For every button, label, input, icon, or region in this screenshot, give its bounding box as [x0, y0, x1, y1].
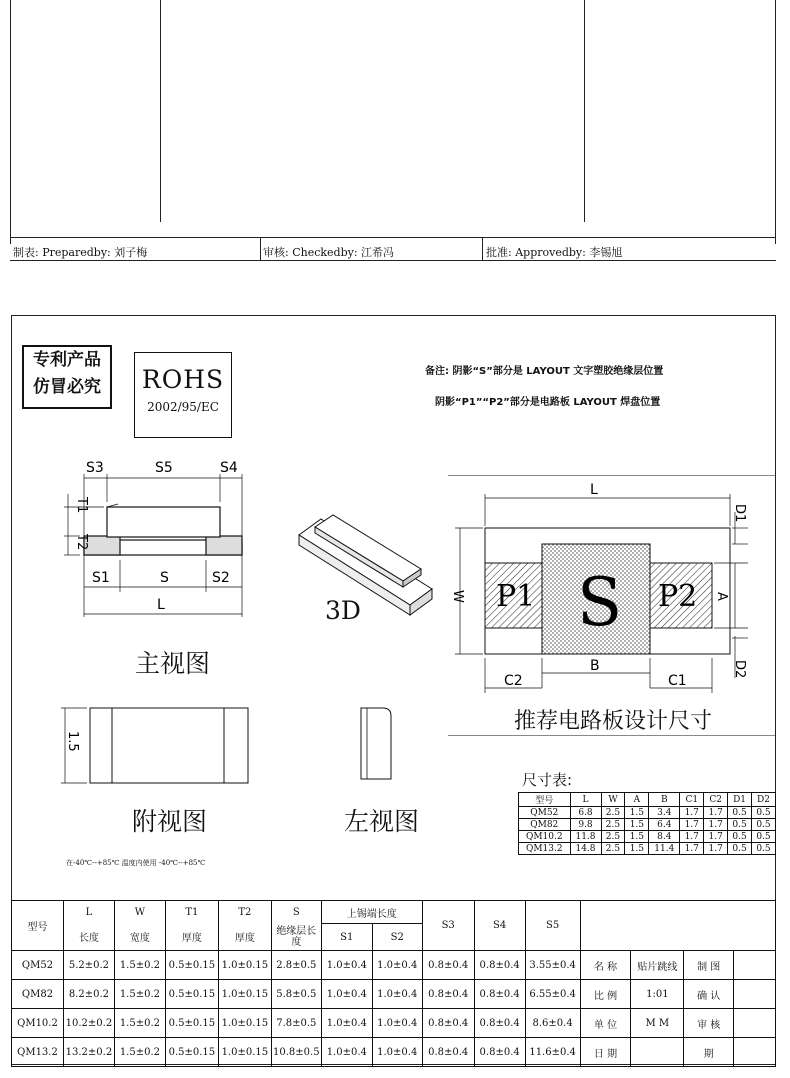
spec-table-cell: 1.0±0.15: [218, 980, 271, 1009]
h-s1: S1: [321, 924, 372, 951]
dim-header-cell: D1: [728, 793, 752, 807]
h-s3: S3: [422, 901, 474, 951]
dim-table-cell: 1.7: [680, 819, 704, 831]
dim-table-row: [519, 819, 776, 831]
spec-table-cell: 0.5±0.15: [165, 980, 218, 1009]
spec-table-cell: 1.0±0.4: [321, 1009, 372, 1038]
spec-table-cell: 10.8±0.5: [271, 1038, 321, 1067]
h-s2: S2: [372, 924, 422, 951]
spec-table-cell: 0.5±0.15: [165, 951, 218, 980]
dim-table-cell: 1.7: [704, 831, 728, 843]
front-view-drawing: [60, 452, 260, 627]
pcb-caption: 推荐电路板设计尺寸: [514, 709, 713, 734]
dim-table-cell: 0.5: [728, 819, 752, 831]
pcb-label-p2: P2: [658, 579, 698, 614]
spec-table-cell: 1.0±0.15: [218, 951, 271, 980]
aux-view-caption: 附视图: [132, 807, 208, 836]
dim-table-cell: QM10.2: [519, 831, 571, 843]
spec-table-cell: [734, 951, 776, 980]
patent-line2: 仿冒必究: [33, 377, 101, 397]
dim-table-cell: 0.5: [728, 807, 752, 819]
note-line1: 备注: 阴影“S”部分是 LAYOUT 文字塑胶绝缘层位置: [425, 366, 664, 377]
dim-table-cell: 8.4: [649, 831, 680, 843]
dim-table-row: [519, 843, 776, 855]
h-tin-length: 上锡端长度: [321, 901, 422, 924]
spec-table-cell: 1.0±0.15: [218, 1009, 271, 1038]
spec-table-cell: 0.8±0.4: [474, 1038, 525, 1067]
spec-table-cell: 0.8±0.4: [422, 1038, 474, 1067]
spec-table-cell: [631, 1038, 684, 1067]
spec-table-cell: QM52: [12, 951, 64, 980]
spec-table-cell: 期: [684, 1038, 734, 1067]
label-s: S: [160, 570, 169, 586]
dim-table-cell: 1.7: [680, 831, 704, 843]
spec-table-cell: 0.5±0.15: [165, 1009, 218, 1038]
dim-header-cell: C1: [680, 793, 704, 807]
spec-table-cell: 贴片跳线: [631, 951, 684, 980]
spec-table-row: [12, 951, 776, 980]
dim-table-cell: 1.7: [704, 843, 728, 855]
spec-table-cell: M M: [631, 1009, 684, 1038]
dim-table-cell: 0.5: [752, 843, 776, 855]
label-s4: S4: [220, 460, 238, 476]
spec-table-cell: 2.8±0.5: [271, 951, 321, 980]
spec-table-cell: 7.8±0.5: [271, 1009, 321, 1038]
rohs-code: 2002/95/EC: [147, 400, 219, 414]
spec-table-cell: 11.6±0.4: [525, 1038, 580, 1067]
h-t1-cn: 厚度: [165, 924, 218, 951]
dim-table-cell: 11.8: [570, 831, 601, 843]
spec-table-cell: 1.0±0.4: [321, 1038, 372, 1067]
pcb-label-p1: P1: [496, 579, 536, 614]
rohs-stamp: [134, 352, 232, 438]
dim-table-cell: QM52: [519, 807, 571, 819]
spec-table-cell: 1.0±0.4: [321, 980, 372, 1009]
pcb-label-a: A: [714, 592, 729, 601]
spec-table-cell: 10.2±0.2: [63, 1009, 114, 1038]
divider-line: [448, 735, 775, 736]
dim-table-cell: 1.5: [625, 819, 649, 831]
3d-view-drawing: [295, 505, 445, 625]
h-s: S: [271, 901, 321, 924]
note-line2: 阴影“P1”“P2”部分是电路板 LAYOUT 焊盘位置: [435, 397, 661, 408]
spec-table-cell: 日 期: [580, 1038, 631, 1067]
dim-header-cell: C2: [704, 793, 728, 807]
dim-table-cell: 1.7: [680, 843, 704, 855]
spec-table-cell: 8.6±0.4: [525, 1009, 580, 1038]
dim-table-title: 尺寸表:: [522, 771, 573, 789]
spec-table-cell: 13.2±0.2: [63, 1038, 114, 1067]
divider-line: [448, 475, 775, 476]
dim-table-cell: 11.4: [649, 843, 680, 855]
label-s5: S5: [155, 460, 173, 476]
spec-table-cell: 6.55±0.4: [525, 980, 580, 1009]
dim-table-cell: 0.5: [752, 807, 776, 819]
dim-table-cell: 2.5: [601, 843, 625, 855]
dim-table-cell: 0.5: [728, 831, 752, 843]
spec-table-cell: 1.5±0.2: [114, 951, 165, 980]
dim-table-cell: QM13.2: [519, 843, 571, 855]
spec-table-cell: 比 例: [580, 980, 631, 1009]
h-w: W: [114, 901, 165, 924]
spec-table-cell: 1.0±0.15: [218, 1038, 271, 1067]
spec-table-cell: 1.5±0.2: [114, 1009, 165, 1038]
spec-table-cell: 5.8±0.5: [271, 980, 321, 1009]
dim-header-cell: B: [649, 793, 680, 807]
dim-table-cell: 1.7: [704, 807, 728, 819]
h-l: L: [63, 901, 114, 924]
spec-table: [11, 900, 776, 1067]
prepared-by: 制表: Preparedby: 刘子梅: [13, 246, 148, 259]
h-l-cn: 长度: [63, 924, 114, 951]
approved-by: 批准: Approvedby: 李锡旭: [486, 246, 623, 259]
h-s4: S4: [474, 901, 525, 951]
pcb-label-d2: D2: [732, 660, 747, 679]
pcb-label-c1: C1: [668, 673, 687, 689]
pcb-label-b: B: [590, 658, 600, 674]
dim-table-cell: 2.5: [601, 831, 625, 843]
spec-table-cell: 0.8±0.4: [474, 1009, 525, 1038]
spec-table-cell: 1.0±0.4: [372, 1009, 422, 1038]
dim-table-cell: 1.7: [680, 807, 704, 819]
spec-table-cell: 审 核: [684, 1009, 734, 1038]
dim-table-cell: 0.5: [752, 831, 776, 843]
spec-table-cell: QM13.2: [12, 1038, 64, 1067]
spec-table-cell: 1:01: [631, 980, 684, 1009]
patent-line1: 专利产品: [33, 350, 101, 370]
label-s2: S2: [212, 570, 230, 586]
spec-table-cell: 5.2±0.2: [63, 951, 114, 980]
h-blank: [580, 901, 775, 951]
h-s-cn: 绝缘层长度: [271, 924, 321, 951]
spec-table-cell: 1.0±0.4: [372, 980, 422, 1009]
spec-table-cell: 3.55±0.4: [525, 951, 580, 980]
spec-table-cell: 0.8±0.4: [474, 980, 525, 1009]
spec-table-cell: [734, 1038, 776, 1067]
dim-table-cell: 6.8: [570, 807, 601, 819]
pcb-label-d1: D1: [732, 504, 747, 523]
spec-table-cell: 名 称: [580, 951, 631, 980]
spec-table-cell: 0.5±0.15: [165, 1038, 218, 1067]
h-t2: T2: [218, 901, 271, 924]
h-model: 型号: [12, 901, 64, 951]
left-view-drawing: [355, 703, 405, 783]
aux-view-drawing: [55, 703, 255, 788]
dim-table-cell: QM82: [519, 819, 571, 831]
dim-table-cell: 14.8: [570, 843, 601, 855]
dim-table-cell: 0.5: [752, 819, 776, 831]
spec-table-row: [12, 980, 776, 1009]
spec-table-cell: 1.0±0.4: [372, 1038, 422, 1067]
spec-table-cell: 0.8±0.4: [474, 951, 525, 980]
spec-table-cell: 确 认: [684, 980, 734, 1009]
dim-table-cell: 2.5: [601, 819, 625, 831]
pcb-label-c2: C2: [504, 673, 523, 689]
spec-table-cell: 制 图: [684, 951, 734, 980]
dim-table-row: [519, 831, 776, 843]
spec-table-cell: 1.0±0.4: [372, 951, 422, 980]
dim-table-cell: 1.5: [625, 843, 649, 855]
dim-table-cell: 2.5: [601, 807, 625, 819]
dim-header-cell: 型号: [519, 793, 571, 807]
dim-header-cell: L: [570, 793, 601, 807]
spec-table-cell: 1.5±0.2: [114, 980, 165, 1009]
spec-table-cell: QM10.2: [12, 1009, 64, 1038]
pcb-label-w: W: [450, 590, 465, 603]
label-s1: S1: [92, 570, 110, 586]
spec-table-cell: 单 位: [580, 1009, 631, 1038]
spec-table-cell: 8.2±0.2: [63, 980, 114, 1009]
spec-table-cell: 0.8±0.4: [422, 980, 474, 1009]
dim-table-cell: 1.5: [625, 807, 649, 819]
label-s3: S3: [86, 460, 104, 476]
rohs-title: ROHS: [141, 365, 225, 394]
dim-table-cell: 0.5: [728, 843, 752, 855]
dim-table-cell: 1.5: [625, 831, 649, 843]
spec-table-cell: [734, 1009, 776, 1038]
dim-header-cell: W: [601, 793, 625, 807]
dim-table-cell: 9.8: [570, 819, 601, 831]
h-w-cn: 宽度: [114, 924, 165, 951]
3d-caption: 3D: [325, 596, 361, 625]
spec-table-row: [12, 1038, 776, 1067]
h-s5: S5: [525, 901, 580, 951]
spec-table-row: [12, 1009, 776, 1038]
spec-table-cell: 0.8±0.4: [422, 1009, 474, 1038]
dim-table: [518, 792, 776, 855]
dim-header-cell: A: [625, 793, 649, 807]
dim-table-row: [519, 807, 776, 819]
left-view-caption: 左视图: [344, 807, 420, 836]
checked-by: 审核: Checkedby: 江希冯: [263, 246, 395, 259]
spec-table-cell: 1.0±0.4: [321, 951, 372, 980]
dim-table-cell: 3.4: [649, 807, 680, 819]
spec-table-cell: QM82: [12, 980, 64, 1009]
label-t2: T2: [74, 534, 89, 551]
h-t1: T1: [165, 901, 218, 924]
aux-dim-label: 1.5: [65, 731, 80, 752]
spec-table-cell: 1.5±0.2: [114, 1038, 165, 1067]
label-t1: T1: [74, 497, 89, 514]
dim-table-cell: 1.7: [704, 819, 728, 831]
dim-header-cell: D2: [752, 793, 776, 807]
patent-stamp: [22, 345, 112, 409]
pcb-layout-drawing: [450, 478, 750, 698]
temperature-note: 在-40℃--+85℃ 温度内使用 -40℃--+85℃: [66, 859, 206, 867]
label-l: L: [157, 597, 165, 613]
pcb-label-l: L: [590, 482, 598, 498]
spec-table-cell: [734, 980, 776, 1009]
spec-table-cell: 0.8±0.4: [422, 951, 474, 980]
front-view-caption: 主视图: [135, 649, 211, 678]
h-t2-cn: 厚度: [218, 924, 271, 951]
dim-table-cell: 6.4: [649, 819, 680, 831]
pcb-label-s: S: [577, 564, 623, 641]
